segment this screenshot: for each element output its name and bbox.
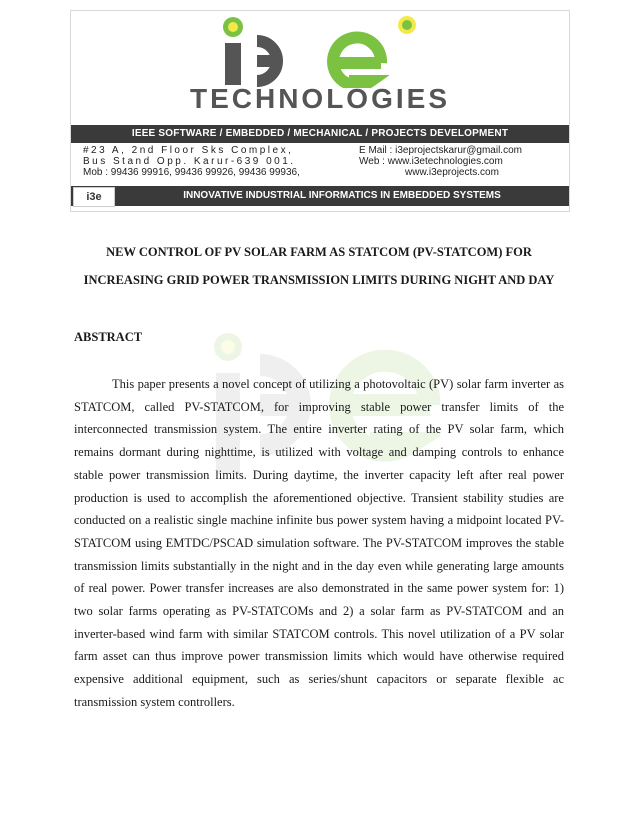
email-line: E Mail : i3eprojectskarur@gmail.com [359,145,522,156]
small-i3e-logo: i3e [73,187,115,207]
web-line: www.i3eprojects.com [405,167,499,178]
address-line: #23 A, 2nd Floor Sks Complex, [83,145,294,156]
abstract-body: This paper presents a novel concept of utilizing a photovoltaic (PV) solar farm inverter as STATCOM, called PV-STATCOM, for improving stable power transfer limits of the interconnected transmission system. The entire inverter rating of the PV solar farm, which remains dormant during nighttime, is utilized with voltage and damping controls to enhance stable power transmission limits. During daytime, the inverter capacity left after real power production is used to accomplish the aforementioned objective. Transient stability studies are conducted on a realistic single machine infinite bus power system having a midpoint located PV-STATCOM using EMTDC/PSCAD simulation software. The PV-STATCOM improves the stable transmission limits substantially in the night and in the day even while generating large amounts of real power. Power transfer increases are also demonstrated in the same power system for: 1) two solar farms operating as PV-STATCOMs and 2) a solar farm as PV-STATCOM and an inverter-based wind farm with similar STATCOM controls. This novel utilization of a PV solar farm asset can thus improve power transmission limits which would have otherwise required expensive additional equipment, such as series/shunt capacitors or separate flexible ac transmission system controllers. [74,377,564,709]
contact-block [359,145,522,178]
address-line: Bus Stand Opp. Karur-639 001. [83,156,296,167]
tagline-text: INNOVATIVE INDUSTRIAL INFORMATICS IN EMBEDDED SYSTEMS [183,190,501,201]
mobile-line: Mob : 99436 99916, 99436 99926, 99436 99936, [83,167,300,178]
title-line: INCREASING GRID POWER TRANSMISSION LIMITS DURING NIGHT AND DAY [83,273,555,287]
services-bar: IEEE SOFTWARE / EMBEDDED / MECHANICAL / PROJECTS DEVELOPMENT [71,125,569,143]
i3e-logo [211,13,431,88]
logo-area [71,11,569,121]
title-line: NEW CONTROL OF PV SOLAR FARM AS STATCOM (PV-STATCOM) FOR [106,245,532,259]
web-line: Web : www.i3etechnologies.com [359,156,503,167]
abstract-heading: ABSTRACT [74,330,143,344]
address-block [83,145,300,178]
paper-title [70,238,568,294]
technologies-wordmark: TECHNOLOGIES [189,83,450,114]
company-banner [70,10,570,212]
